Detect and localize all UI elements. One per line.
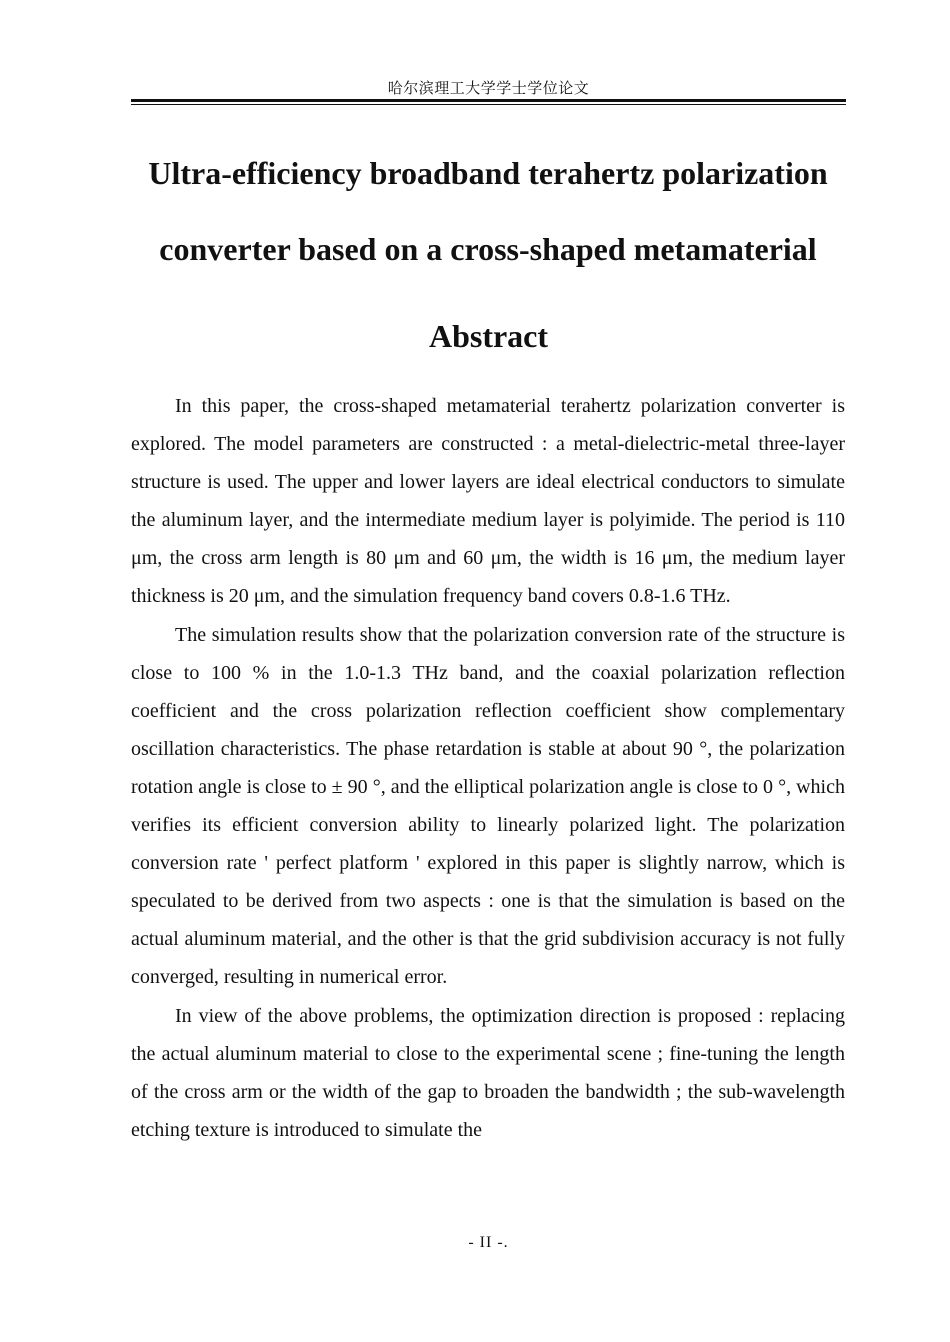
abstract-heading: Abstract [428,318,549,354]
thesis-title-line-1: Ultra-efficiency broadband terahertz polarization [148,155,828,191]
running-header: 哈尔滨理工大学学士学位论文 [387,79,590,97]
abstract-paragraph-2: The simulation results show that the polarization conversion rate of the structure is close to 100 % in the 1.0-1.3 THz band, and the coaxial polarization reflection coefficient and the cross polarization reflection coefficient show complementary oscillation characteristics. The phase retardation is stable at about 90 °, the polarization rotation angle is close to ± 90 °, and the elliptical polarization angle is close to 0 °, which verifies its efficient conversion ability to linearly polarized light. The polarization conversion rate ' perfect platform ' explored in this paper is slightly narrow, which is speculated to be derived from two aspects : one is that the simulation is based on the actual aluminum material, and the other is that the grid subdivision accuracy is not fully converged, resulting in numerical error. [131,623,845,989]
page-number: - II -. [468,1234,509,1251]
thesis-title-line-2: converter based on a cross-shaped metamaterial [159,231,817,267]
abstract-paragraph-3: In view of the above problems, the optimization direction is proposed : replacing the actual aluminum material to close to the experimental scene ; fine-tuning the length of the cross arm or the width of the gap to broaden the bandwidth ; the sub-wavelength etching texture is introduced to simulate the [131,1004,845,1141]
abstract-paragraph-1: In this paper, the cross-shaped metamaterial terahertz polarization converter is explored. The model parameters are constructed : a metal-dielectric-metal three-layer structure is used. The upper and lower layers are ideal electrical conductors to simulate the aluminum layer, and the intermediate medium layer is polyimide. The period is 110 μm, the cross arm length is 80 μm and 60 μm, the width is 16 μm, the medium layer thickness is 20 μm, and the simulation frequency band covers 0.8-1.6 THz. [131,395,845,608]
abstract-body [131,387,845,1149]
header-rule-thick [131,99,846,102]
header-rule-thin [131,104,846,105]
